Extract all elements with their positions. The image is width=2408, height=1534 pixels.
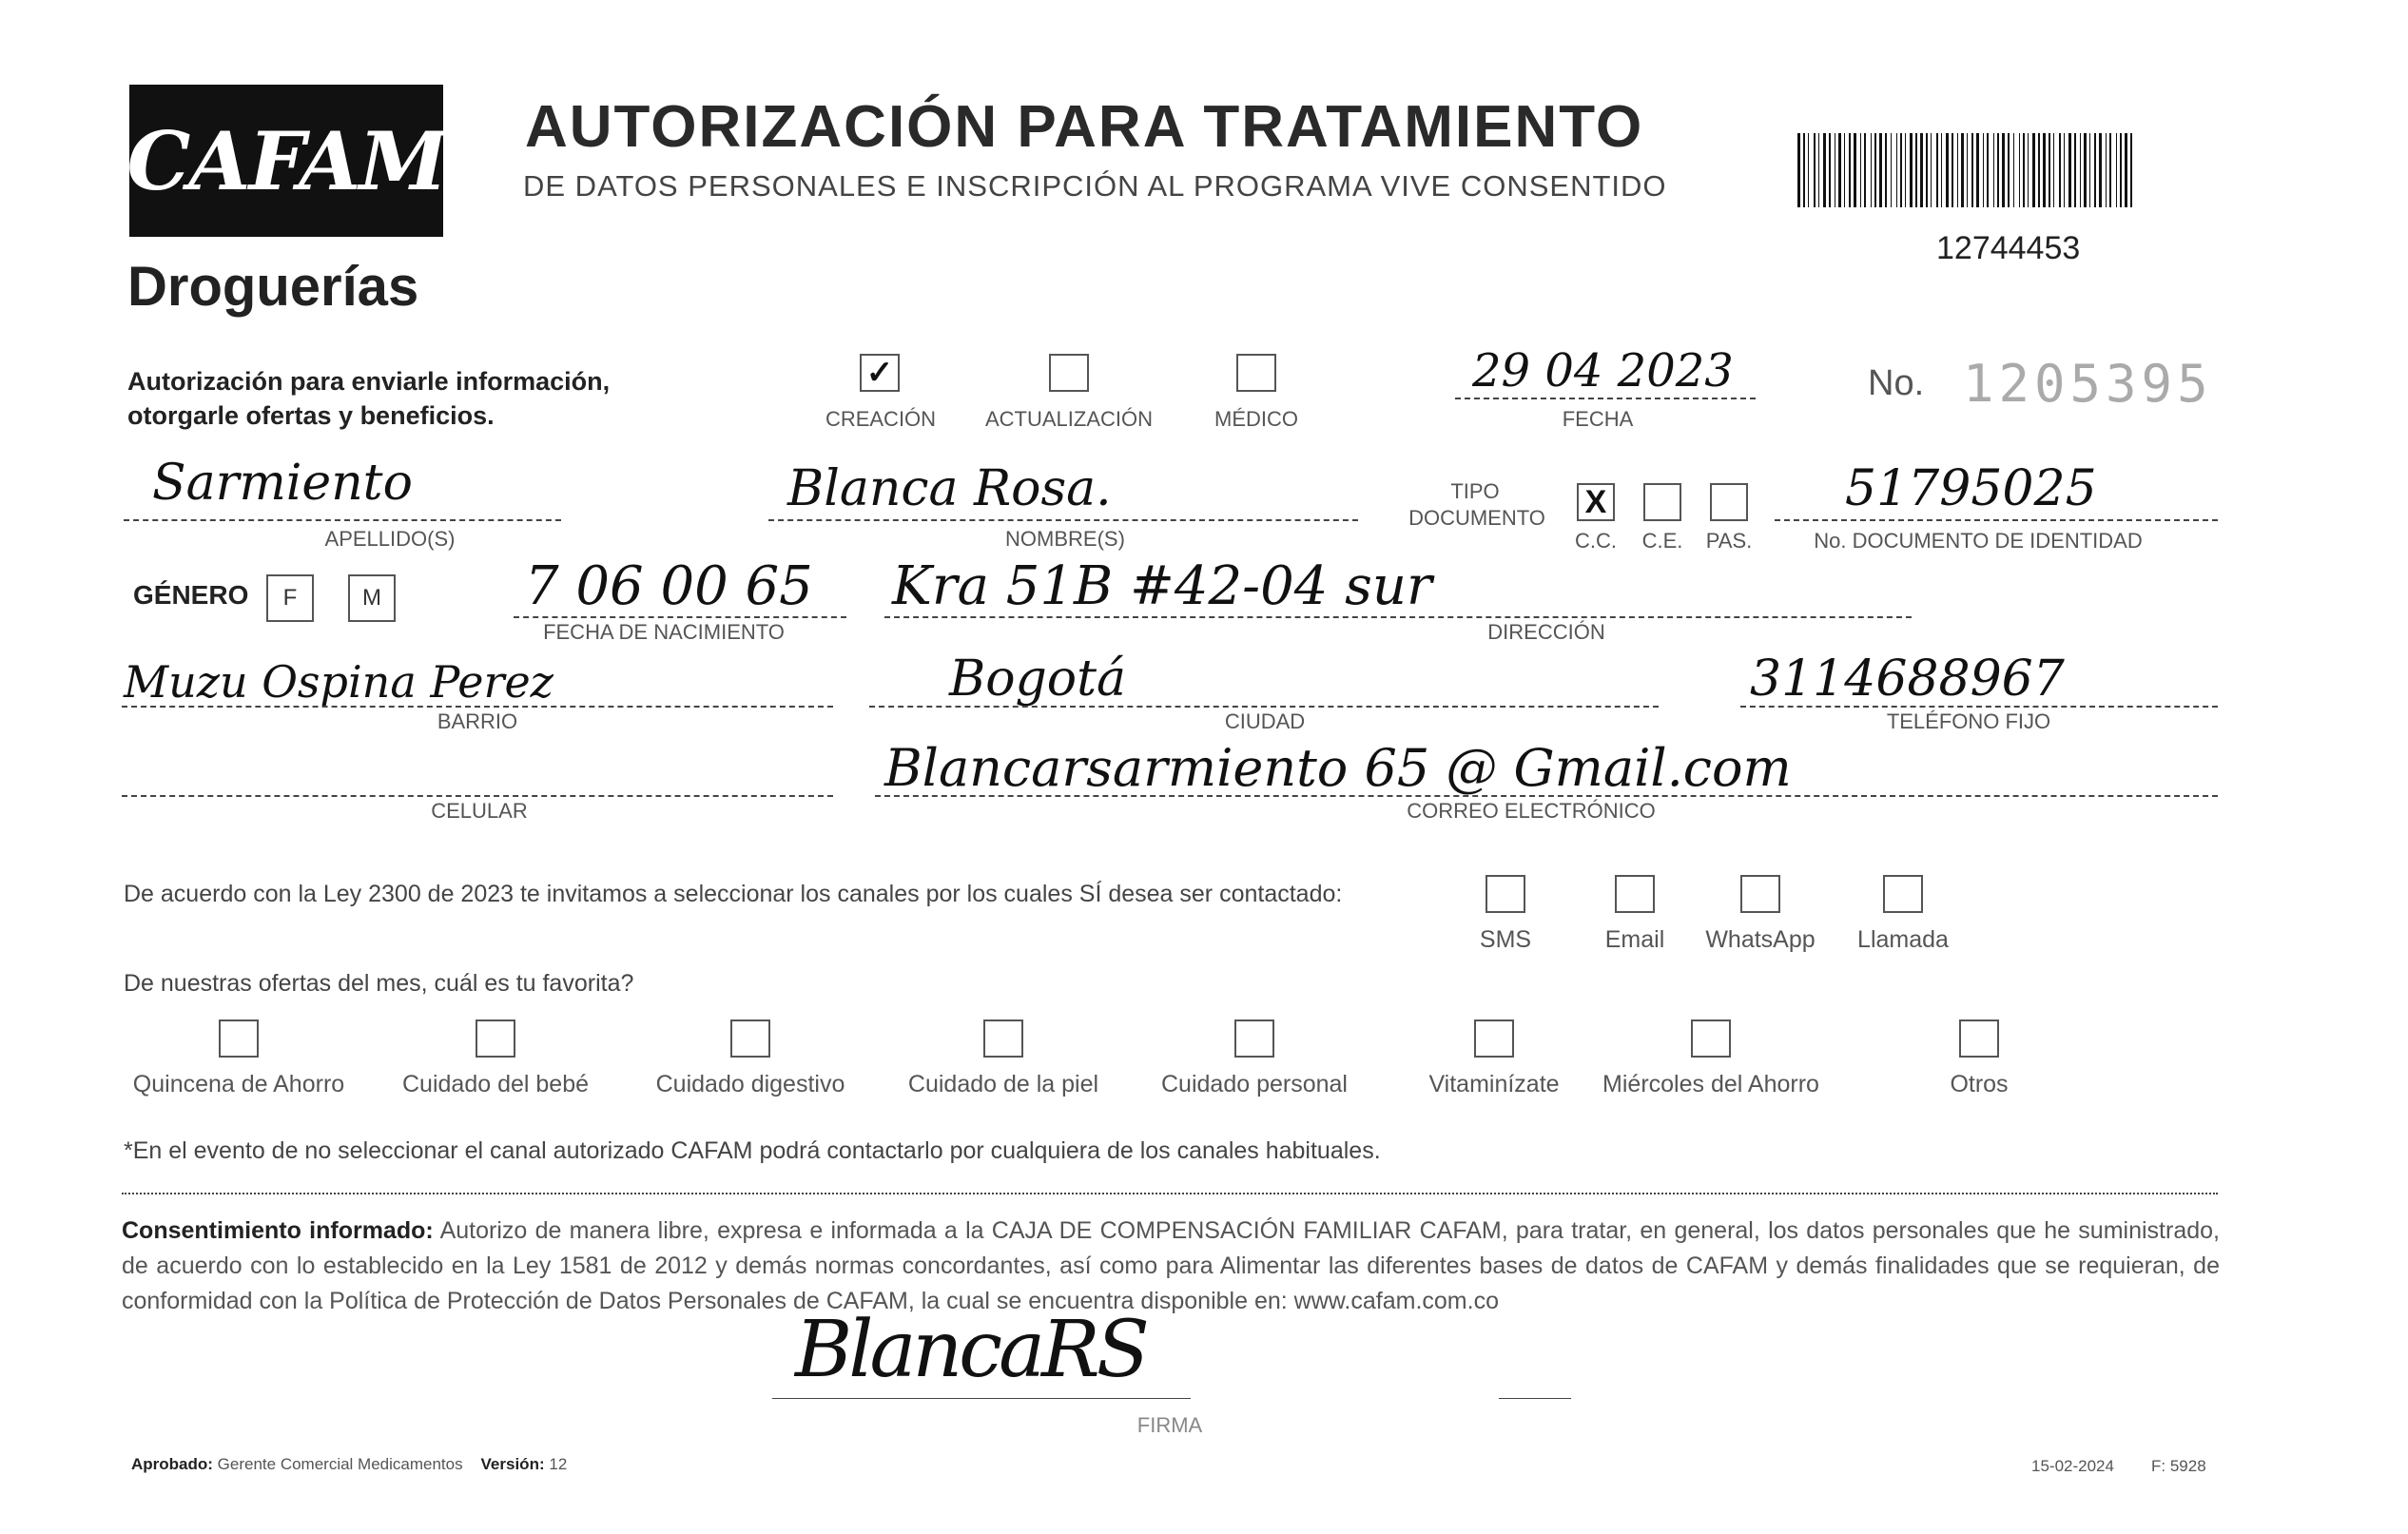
barcode-bar bbox=[1891, 133, 1892, 207]
offer-label: Cuidado personal bbox=[1161, 1071, 1348, 1097]
barcode-bar bbox=[1983, 133, 1984, 207]
nombres-line bbox=[768, 519, 1358, 521]
pas-label: PAS. bbox=[1705, 529, 1753, 553]
offer-checkbox[interactable] bbox=[983, 1019, 1023, 1058]
folio-label: No. bbox=[1868, 363, 1925, 403]
direccion-value[interactable]: Kra 51B #42-04 sur bbox=[892, 555, 1432, 617]
barcode-bar bbox=[1993, 133, 1994, 207]
barcode-bar bbox=[1936, 133, 1938, 207]
barcode-bar bbox=[2028, 133, 2029, 207]
barcode-bar bbox=[2116, 133, 2117, 207]
brand-name: Droguerías bbox=[127, 256, 419, 318]
offer-checkbox[interactable] bbox=[1959, 1019, 1999, 1058]
approved-label: Aprobado: bbox=[131, 1455, 213, 1473]
barcode-bar bbox=[2008, 133, 2010, 207]
pas-checkbox[interactable] bbox=[1710, 483, 1748, 521]
barcode-bar bbox=[1849, 133, 1851, 207]
barcode-bar bbox=[2013, 133, 2014, 207]
barcode-image bbox=[1797, 133, 2132, 207]
barcode-bar bbox=[2043, 133, 2046, 207]
barcode-bar bbox=[1797, 133, 1800, 207]
barcode-bar bbox=[2032, 133, 2035, 207]
ciudad-label: CIUDAD bbox=[1224, 709, 1306, 733]
correo-label: CORREO ELECTRÓNICO bbox=[1407, 799, 1656, 823]
apellidos-line bbox=[124, 519, 561, 521]
ce-label: C.E. bbox=[1641, 529, 1683, 553]
celular-label: CELULAR bbox=[431, 799, 528, 823]
barcode-bar bbox=[1803, 133, 1805, 207]
correo-value[interactable]: Blancarsarmiento 65 @ Gmail.com bbox=[884, 738, 1792, 798]
barcode-bar bbox=[1920, 133, 1923, 207]
signature-line bbox=[772, 1398, 1191, 1399]
barcode-bar bbox=[1987, 133, 1989, 207]
barcode-bar bbox=[1860, 133, 1861, 207]
barcode-bar bbox=[1915, 133, 1917, 207]
consent-heading: Consentimiento informado: bbox=[122, 1217, 434, 1244]
barcode-bar bbox=[1871, 133, 1872, 207]
barcode-bar bbox=[2049, 133, 2050, 207]
barcode-bar bbox=[1941, 133, 1942, 207]
barcode-bar bbox=[1808, 133, 1809, 207]
offer-label: Cuidado digestivo bbox=[655, 1071, 845, 1097]
barcode-bar bbox=[2084, 133, 2087, 207]
barcode-bar bbox=[2130, 133, 2132, 207]
barcode-bar bbox=[1879, 133, 1882, 207]
offer-checkbox[interactable] bbox=[476, 1019, 515, 1058]
folio-number: 1205395 bbox=[1963, 354, 2213, 414]
sms-label: SMS bbox=[1479, 926, 1532, 953]
logo-text: CAFAM bbox=[126, 113, 446, 208]
barcode-bar bbox=[2068, 133, 2071, 207]
offer-label: Miércoles del Ahorro bbox=[1602, 1071, 1819, 1097]
offer-label: Cuidado de la piel bbox=[907, 1071, 1099, 1097]
version-value: 12 bbox=[549, 1455, 568, 1473]
barcode-bar bbox=[1838, 133, 1841, 207]
telefono-label: TELÉFONO FIJO bbox=[1886, 709, 2051, 733]
correo-line bbox=[875, 795, 2218, 797]
barcode-bar bbox=[1976, 133, 1979, 207]
celular-line bbox=[122, 795, 833, 797]
creacion-label: CREACIÓN bbox=[825, 407, 937, 431]
signature-line-right bbox=[1499, 1398, 1571, 1399]
offer-label: Vitaminízate bbox=[1428, 1071, 1560, 1097]
barcode-bar bbox=[1814, 133, 1816, 207]
authorization-intro-line2: otorgarle ofertas y beneficios. bbox=[127, 401, 495, 430]
barcode-bar bbox=[1896, 133, 1897, 207]
channels-prompt: De acuerdo con la Ley 2300 de 2023 te invitamos a seleccionar los canales por los cuales SÍ desea ser contactado: bbox=[124, 881, 1343, 907]
ciudad-line bbox=[869, 706, 1659, 708]
signature-label: FIRMA bbox=[1136, 1413, 1203, 1437]
barcode-bar bbox=[1931, 133, 1932, 207]
consent-paragraph bbox=[122, 1214, 2220, 1319]
telefono-value[interactable]: 3114688967 bbox=[1750, 650, 2065, 708]
barcode-bar bbox=[2099, 133, 2102, 207]
medico-label: MÉDICO bbox=[1214, 407, 1298, 431]
barcode-bar bbox=[1874, 133, 1876, 207]
offer-checkbox[interactable] bbox=[730, 1019, 770, 1058]
tipo-documento-label-1: TIPO bbox=[1450, 479, 1500, 503]
barcode-bar bbox=[1910, 133, 1913, 207]
barcode-bar bbox=[1926, 133, 1928, 207]
barcode-bar bbox=[1864, 133, 1866, 207]
creacion-checkbox[interactable]: ✓ bbox=[860, 354, 900, 392]
authorization-intro-line1: Autorización para enviarle información, bbox=[127, 367, 611, 396]
barcode-bar bbox=[1946, 133, 1949, 207]
nacimiento-line bbox=[514, 616, 846, 618]
barcode-bar bbox=[2074, 133, 2076, 207]
barcode-bar bbox=[2094, 133, 2096, 207]
barcode-bar bbox=[1997, 133, 1999, 207]
barcode-bar bbox=[2089, 133, 2090, 207]
tipo-documento-label-2: DOCUMENTO bbox=[1408, 506, 1545, 530]
fecha-value: 29 04 2023 bbox=[1472, 344, 1734, 398]
barcode-bar bbox=[1961, 133, 1964, 207]
telefono-line bbox=[1740, 706, 2218, 708]
barcode-bar bbox=[1823, 133, 1826, 207]
direccion-line bbox=[884, 616, 1912, 618]
offer-checkbox[interactable] bbox=[1691, 1019, 1731, 1058]
barcode-bar bbox=[1957, 133, 1958, 207]
documento-label: No. DOCUMENTO DE IDENTIDAD bbox=[1814, 529, 2143, 553]
barrio-value[interactable]: Muzu Ospina Perez bbox=[124, 656, 553, 708]
whatsapp-label: WhatsApp bbox=[1705, 926, 1816, 953]
barcode-bar bbox=[2053, 133, 2054, 207]
llamada-label: Llamada bbox=[1857, 926, 1949, 953]
nombres-value[interactable]: Blanca Rosa. bbox=[787, 460, 1112, 517]
actualizacion-checkbox[interactable] bbox=[1049, 354, 1089, 392]
cafam-logo bbox=[126, 85, 446, 237]
ciudad-value[interactable]: Bogotá bbox=[949, 650, 1127, 708]
barcode-bar bbox=[2120, 133, 2122, 207]
barcode-bar bbox=[1818, 133, 1819, 207]
footer-code: F: 5928 bbox=[2151, 1457, 2206, 1475]
form-subtitle: DE DATOS PERSONALES E INSCRIPCIÓN AL PROGRAMA VIVE CONSENTIDO bbox=[523, 169, 1667, 203]
offers-prompt: De nuestras ofertas del mes, cuál es tu favorita? bbox=[124, 970, 634, 997]
medico-checkbox[interactable] bbox=[1236, 354, 1276, 392]
ce-checkbox[interactable] bbox=[1643, 483, 1681, 521]
email-label: Email bbox=[1604, 926, 1665, 953]
fecha-line bbox=[1455, 398, 1756, 399]
barrio-label: BARRIO bbox=[437, 709, 518, 733]
barcode-bar bbox=[1900, 133, 1902, 207]
form-title: AUTORIZACIÓN PARA TRATAMIENTO bbox=[525, 94, 1644, 160]
barcode-bar bbox=[2023, 133, 2025, 207]
footer-date: 15-02-2024 bbox=[2031, 1457, 2114, 1475]
whatsapp-checkbox[interactable] bbox=[1740, 875, 1780, 913]
barcode-bar bbox=[1971, 133, 1973, 207]
cc-checkbox[interactable]: X bbox=[1577, 483, 1615, 521]
barcode-bar bbox=[2080, 133, 2081, 207]
barcode-bar bbox=[2106, 133, 2107, 207]
email-checkbox[interactable] bbox=[1615, 875, 1655, 913]
barcode-bar bbox=[1952, 133, 1953, 207]
genero-label: GÉNERO bbox=[133, 580, 249, 610]
fecha-label: FECHA bbox=[1562, 407, 1634, 431]
llamada-checkbox[interactable] bbox=[1883, 875, 1923, 913]
barcode-bar bbox=[2059, 133, 2061, 207]
actualizacion-label: ACTUALIZACIÓN bbox=[984, 407, 1154, 431]
barcode-number: 12744453 bbox=[1936, 230, 2081, 266]
offer-label: Quincena de Ahorro bbox=[132, 1071, 345, 1097]
barcode-bar bbox=[1854, 133, 1856, 207]
cc-label: C.C. bbox=[1575, 529, 1617, 553]
documento-value[interactable]: 51795025 bbox=[1845, 460, 2097, 517]
barcode-bar bbox=[1967, 133, 1968, 207]
apellidos-label: APELLIDO(S) bbox=[324, 527, 456, 551]
offer-checkbox[interactable] bbox=[1474, 1019, 1514, 1058]
apellidos-value: Sarmiento bbox=[152, 455, 413, 512]
genero-f-option[interactable]: F bbox=[266, 574, 314, 622]
barrio-line bbox=[122, 706, 833, 708]
offer-checkbox[interactable] bbox=[1234, 1019, 1274, 1058]
offer-label: Otros bbox=[1950, 1071, 2009, 1097]
nacimiento-label: FECHA DE NACIMIENTO bbox=[543, 620, 785, 644]
sms-checkbox[interactable] bbox=[1486, 875, 1525, 913]
barcode-bar bbox=[1885, 133, 1887, 207]
documento-line bbox=[1775, 519, 2218, 521]
direccion-label: DIRECCIÓN bbox=[1487, 620, 1605, 644]
barcode-bar bbox=[2109, 133, 2111, 207]
barcode-bar bbox=[1829, 133, 1831, 207]
offer-checkbox[interactable] bbox=[219, 1019, 259, 1058]
barcode-bar bbox=[2125, 133, 2127, 207]
barcode-bar bbox=[2064, 133, 2065, 207]
signature-image: BlancaRS bbox=[795, 1305, 1146, 1395]
barcode-bar bbox=[1905, 133, 1906, 207]
footer-approval bbox=[131, 1455, 567, 1474]
nacimiento-value[interactable]: 7 06 00 65 bbox=[525, 555, 813, 617]
offer-label: Cuidado del bebé bbox=[402, 1071, 589, 1097]
nombres-label: NOMBRE(S) bbox=[1005, 527, 1125, 551]
genero-m-option[interactable]: M bbox=[348, 574, 396, 622]
barcode-bar bbox=[1844, 133, 1845, 207]
barcode-bar bbox=[2038, 133, 2040, 207]
approved-value: Gerente Comercial Medicamentos bbox=[217, 1455, 463, 1473]
consent-text: Autorizo de manera libre, expresa e informada a la CAJA DE COMPENSACIÓN FAMILIAR CAFAM, para tratar, en general, los datos personales que he suministrado, de acuerdo con lo establecido en la Ley 1581 de 2012 y demás normas concordantes, así como para Alimentar las diferentes bases de datos de CAFAM y demás finalidades que se requieran, de conformidad con la Política de Protección de Datos Personales de CAFAM, la cual se encuentra disponible en: www.cafam.com.co bbox=[122, 1217, 2220, 1314]
contact-note: *En el evento de no seleccionar el canal autorizado CAFAM podrá contactarlo por cualquiera de los canales habituales. bbox=[124, 1137, 1381, 1164]
barcode-bar bbox=[2019, 133, 2020, 207]
version-label: Versión: bbox=[480, 1455, 545, 1473]
barcode-bar bbox=[2002, 133, 2005, 207]
section-divider bbox=[122, 1193, 2218, 1194]
